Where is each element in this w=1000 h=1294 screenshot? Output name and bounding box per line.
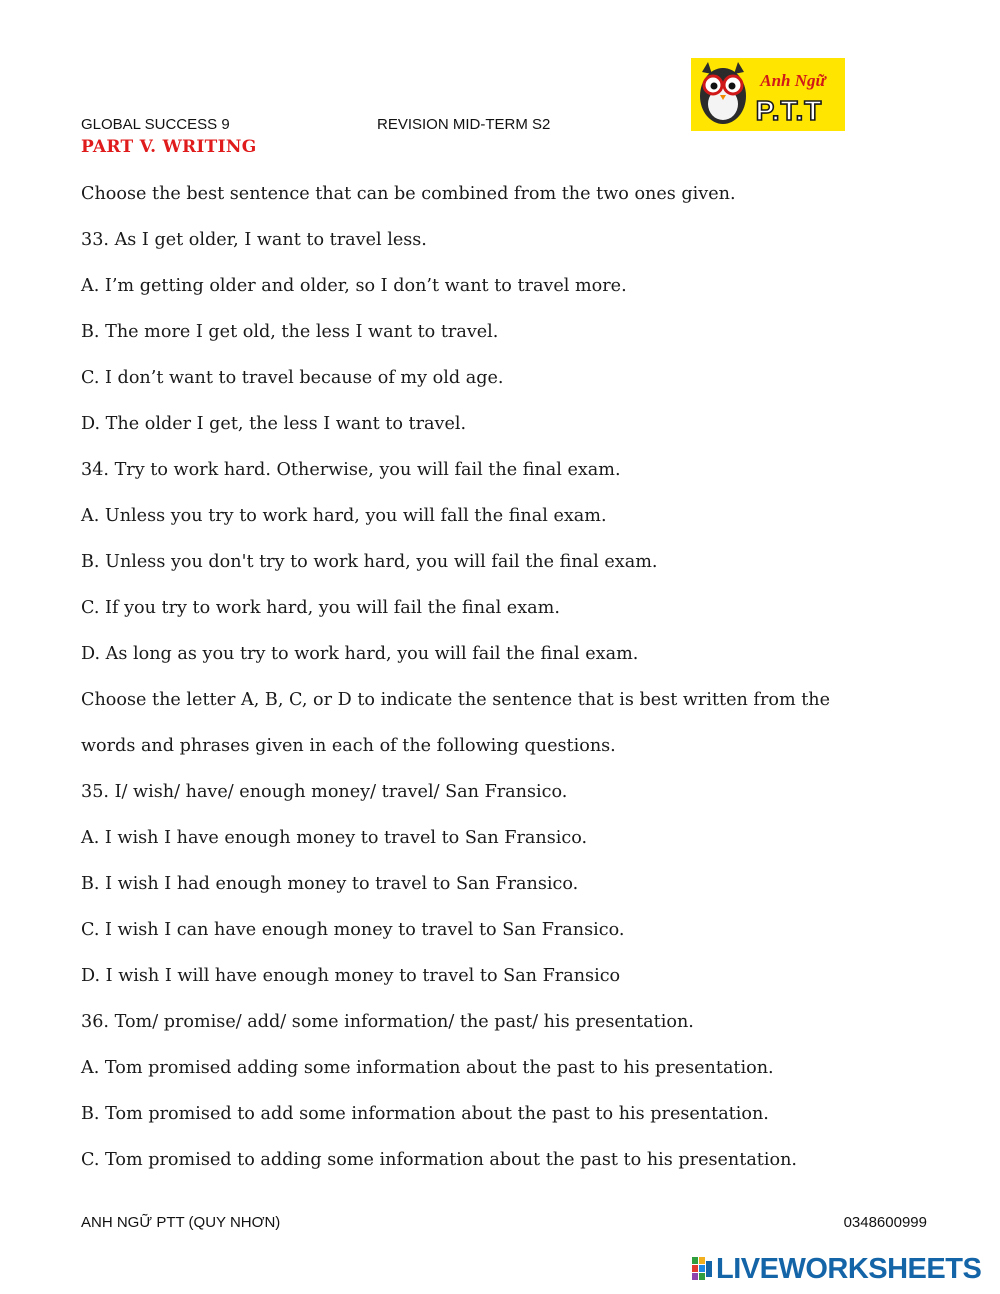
option-35-b: B. I wish I had enough money to travel to San Fransico. (81, 874, 579, 894)
question-35: 35. I/ wish/ have/ enough money/ travel/ San Fransico. (81, 782, 568, 802)
option-34-d: D. As long as you try to work hard, you will fail the final exam. (81, 644, 639, 664)
option-34-c: C. If you try to work hard, you will fail the final exam. (81, 598, 560, 618)
option-34-b: B. Unless you don't try to work hard, you will fail the final exam. (81, 552, 658, 572)
school-logo (691, 58, 845, 131)
footer-phone: 0348600999 (843, 1214, 927, 1231)
option-33-a: A. I’m getting older and older, so I don’t want to travel more. (81, 276, 627, 296)
option-33-c: C. I don’t want to travel because of my old age. (81, 368, 504, 388)
owl-logo-icon (691, 58, 845, 131)
option-33-b: B. The more I get old, the less I want to travel. (81, 322, 499, 342)
question-34: 34. Try to work hard. Otherwise, you will fail the final exam. (81, 460, 621, 480)
option-36-a: A. Tom promised adding some information about the past to his presentation. (81, 1058, 774, 1078)
logo-line2: P.T.T (755, 95, 823, 126)
question-36: 36. Tom/ promise/ add/ some information/ the past/ his presentation. (81, 1012, 694, 1032)
option-34-a: A. Unless you try to work hard, you will fall the final exam. (81, 506, 607, 526)
header-course: GLOBAL SUCCESS 9 (81, 116, 230, 133)
option-35-c: C. I wish I can have enough money to travel to San Fransico. (81, 920, 625, 940)
worksheet-body (81, 180, 921, 1192)
option-36-c: C. Tom promised to adding some information about the past to his presentation. (81, 1150, 798, 1170)
instruction-line: Choose the letter A, B, C, or D to indicate the sentence that is best written from the (81, 690, 831, 710)
option-35-d: D. I wish I will have enough money to travel to San Fransico (81, 966, 621, 986)
question-33: 33. As I get older, I want to travel less. (81, 230, 427, 250)
instruction-line: Choose the best sentence that can be combined from the two ones given. (81, 184, 736, 204)
logo-line1: Anh Ngữ (760, 71, 826, 90)
header-revision: REVISION MID-TERM S2 (377, 116, 551, 133)
option-36-b: B. Tom promised to add some information about the past to his presentation. (81, 1104, 769, 1124)
option-35-a: A. I wish I have enough money to travel to San Fransico. (81, 828, 588, 848)
brand-name: LIVEWORKSHEETS (716, 1252, 982, 1285)
liveworksheets-brand[interactable] (692, 1253, 981, 1285)
liveworksheets-icon (692, 1257, 714, 1281)
part-title: PART V. WRITING (81, 137, 257, 157)
instruction-line: words and phrases given in each of the following questions. (81, 736, 616, 756)
footer-school: ANH NGỮ PTT (QUY NHƠN) (81, 1214, 281, 1231)
option-33-d: D. The older I get, the less I want to travel. (81, 414, 467, 434)
